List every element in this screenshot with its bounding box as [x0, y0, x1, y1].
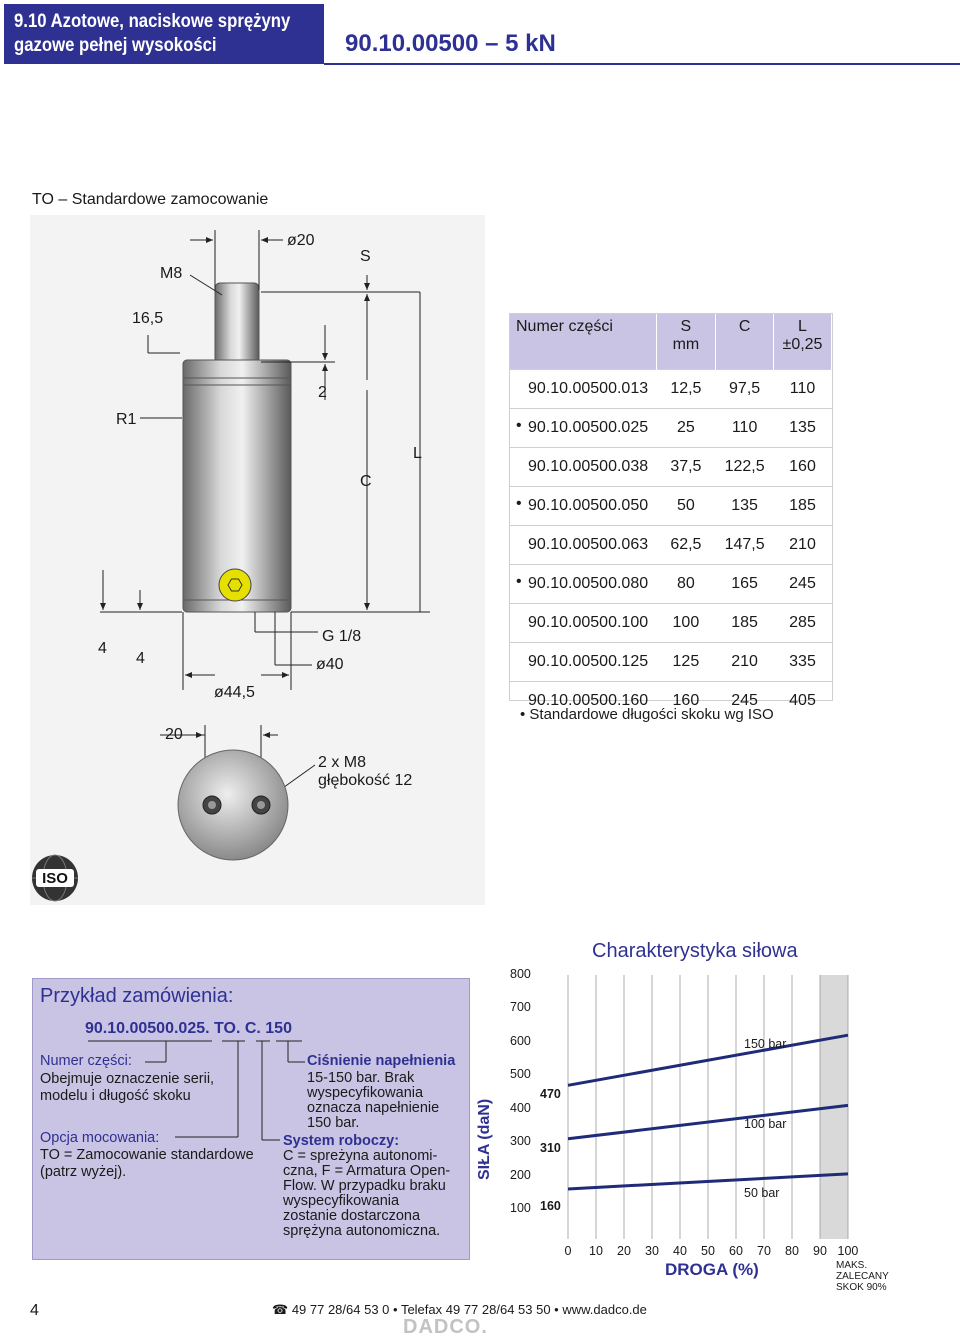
page-number: 4 — [30, 1302, 39, 1319]
dim-stroke-s: S — [360, 248, 371, 265]
col-s-unit: mm — [672, 336, 700, 353]
x-tick-label: 20 — [617, 1244, 631, 1258]
dim-44-5: ø44,5 — [214, 684, 255, 701]
cell-c: 165 — [716, 565, 774, 604]
cell-l: 285 — [774, 604, 832, 643]
col-part: Numer części — [510, 314, 656, 370]
phone-icon: ☎ — [272, 1302, 292, 1317]
order-title: Przykład zamówienia: — [40, 985, 234, 1007]
cell-c: 185 — [716, 604, 774, 643]
dim-2xm8: 2 x M8 — [318, 754, 367, 771]
col-s-label: S — [680, 318, 692, 335]
series-label: 150 bar — [744, 1037, 787, 1052]
y-tick-label: 500 — [510, 1067, 531, 1082]
order-system-line3: Flow. W przypadku braku — [283, 1178, 446, 1194]
order-part-line1: Obejmuje oznaczenie serii, — [40, 1071, 215, 1087]
section-title-line1: 9.10 Azotowe, naciskowe sprężyny — [14, 11, 291, 32]
part-number: 90.10.00500.038 — [528, 458, 649, 475]
model-title: 90.10.00500 – 5 kN — [345, 30, 556, 57]
col-l-tolerance: ±0,25 — [782, 336, 823, 353]
order-part-heading: Numer części: — [40, 1053, 132, 1069]
series-label: 100 bar — [744, 1117, 787, 1132]
part-number: 90.10.00500.160 — [528, 692, 649, 709]
order-mount-line1: TO = Zamocowanie standardowe — [40, 1147, 254, 1163]
part-number: 90.10.00500.063 — [528, 536, 649, 553]
dim-depth: głębokość 12 — [318, 772, 413, 789]
chart-y-label: SIŁA (daN) — [476, 1098, 493, 1180]
standard-stroke-marker: • — [516, 573, 522, 590]
data-label: 160 — [540, 1198, 561, 1213]
dim-length-l: L — [413, 445, 422, 462]
order-pressure-heading: Ciśnienie napełnienia — [307, 1053, 456, 1069]
order-pressure-line2: wyspecyfikowania — [307, 1085, 424, 1101]
order-mount-heading: Opcja mocowania: — [40, 1130, 160, 1146]
cell-c: 122,5 — [716, 448, 774, 487]
dim-4-a: 4 — [98, 640, 107, 657]
cell-c: 245 — [716, 682, 774, 721]
order-code: 90.10.00500.025. TO. C. 150 — [85, 1020, 292, 1037]
mounting-title: TO – Standardowe zamocowanie — [32, 191, 269, 208]
x-tick-label: 40 — [673, 1244, 687, 1258]
part-number: 90.10.00500.013 — [528, 380, 649, 397]
cell-c: 210 — [716, 643, 774, 682]
dim-r1: R1 — [116, 411, 137, 428]
cell-s: 25 — [656, 409, 716, 448]
cell-c: 110 — [716, 409, 774, 448]
y-tick-label: 700 — [510, 1000, 531, 1015]
cell-l: 185 — [774, 487, 832, 526]
series-label: 50 bar — [744, 1185, 780, 1200]
x-tick-label: 0 — [564, 1244, 572, 1258]
cell-s: 80 — [656, 565, 716, 604]
part-number: 90.10.00500.025 — [528, 419, 649, 436]
order-pressure-line4: 150 bar. — [307, 1115, 360, 1131]
x-tick-label: 100 — [837, 1244, 859, 1258]
x-tick-label: 70 — [757, 1244, 771, 1258]
chart-title: Charakterystyka siłowa — [592, 940, 798, 962]
data-label: 470 — [540, 1087, 561, 1102]
dim-16-5: 16,5 — [132, 310, 164, 327]
order-system-line4: wyspecyfikowania — [283, 1193, 400, 1209]
dim-thread-m8: M8 — [160, 265, 183, 282]
standard-stroke-marker: • — [516, 417, 522, 434]
order-system-line2: czna, F = Armatura Open- — [283, 1163, 451, 1179]
footer-contact-text: 49 77 28/64 53 0 • Telefax 49 77 28/64 53 50 • www.dadco.de — [291, 1302, 647, 1317]
part-number: 90.10.00500.100 — [528, 614, 649, 631]
y-tick-label: 600 — [510, 1033, 531, 1048]
cell-l: 335 — [774, 643, 832, 682]
order-mount-line2: (patrz wyżej). — [40, 1164, 127, 1180]
dim-2: 2 — [318, 384, 327, 401]
x-tick-label: 50 — [701, 1244, 715, 1258]
cell-s: 37,5 — [656, 448, 716, 487]
cell-l: 405 — [774, 682, 832, 721]
dim-rod-diameter: ø20 — [287, 232, 315, 249]
dim-c: C — [360, 473, 372, 490]
x-tick-label: 90 — [813, 1244, 827, 1258]
cell-s: 100 — [656, 604, 716, 643]
y-tick-label: 300 — [510, 1134, 531, 1149]
order-pressure-line3: oznacza napełnienie — [307, 1100, 440, 1116]
dim-g18: G 1/8 — [322, 628, 362, 645]
x-tick-label: 10 — [589, 1244, 603, 1258]
order-pressure-line1: 15-150 bar. Brak — [307, 1070, 415, 1086]
col-l-label: L — [798, 318, 807, 335]
chart-x-label: DROGA (%) — [665, 1260, 759, 1279]
cell-s: 50 — [656, 487, 716, 526]
cell-l: 160 — [774, 448, 832, 487]
cell-l: 245 — [774, 565, 832, 604]
order-system-heading: System roboczy: — [283, 1133, 400, 1149]
cell-s: 160 — [656, 682, 716, 721]
x-tick-label: 30 — [645, 1244, 659, 1258]
cell-l: 210 — [774, 526, 832, 565]
order-system-line1: C = spreżyna autonomi- — [283, 1148, 438, 1164]
cell-s: 62,5 — [656, 526, 716, 565]
cell-s: 12,5 — [656, 370, 716, 409]
dim-20: 20 — [165, 726, 183, 743]
legend-line3: SKOK 90% — [836, 1282, 887, 1293]
data-label: 310 — [540, 1140, 561, 1155]
cell-c: 97,5 — [716, 370, 774, 409]
dim-body-diameter: ø40 — [316, 656, 344, 673]
dim-4-b: 4 — [136, 650, 145, 667]
cell-c: 147,5 — [716, 526, 774, 565]
part-number: 90.10.00500.125 — [528, 653, 649, 670]
y-tick-label: 100 — [510, 1201, 531, 1215]
part-number: 90.10.00500.050 — [528, 497, 649, 514]
iso-note: • Standardowe długości skoku wg ISO — [520, 706, 774, 723]
x-tick-label: 60 — [729, 1244, 743, 1258]
part-number: 90.10.00500.080 — [528, 575, 649, 592]
standard-stroke-marker: • — [516, 495, 522, 512]
col-c: C — [716, 314, 774, 370]
section-title-line2: gazowe pełnej wysokości — [14, 35, 217, 56]
y-tick-label: 800 — [510, 967, 531, 981]
cell-c: 135 — [716, 487, 774, 526]
iso-logo-text: ISO — [42, 870, 68, 887]
order-system-line5: zostanie dostarczona — [283, 1208, 421, 1224]
y-tick-label: 400 — [510, 1100, 531, 1115]
brand-logo: DADCO. — [403, 1316, 488, 1338]
cell-l: 110 — [774, 370, 832, 409]
chart-legend-note — [836, 1260, 889, 1293]
y-tick-label: 200 — [510, 1167, 531, 1182]
order-part-line2: modelu i długość skoku — [40, 1088, 191, 1104]
cell-s: 125 — [656, 643, 716, 682]
x-tick-label: 80 — [785, 1244, 799, 1258]
cell-l: 135 — [774, 409, 832, 448]
legend-line1: MAKS. — [836, 1260, 868, 1271]
order-system-line6: sprężyna autonomiczna. — [283, 1223, 441, 1239]
legend-line2: ZALECANY — [836, 1271, 889, 1282]
